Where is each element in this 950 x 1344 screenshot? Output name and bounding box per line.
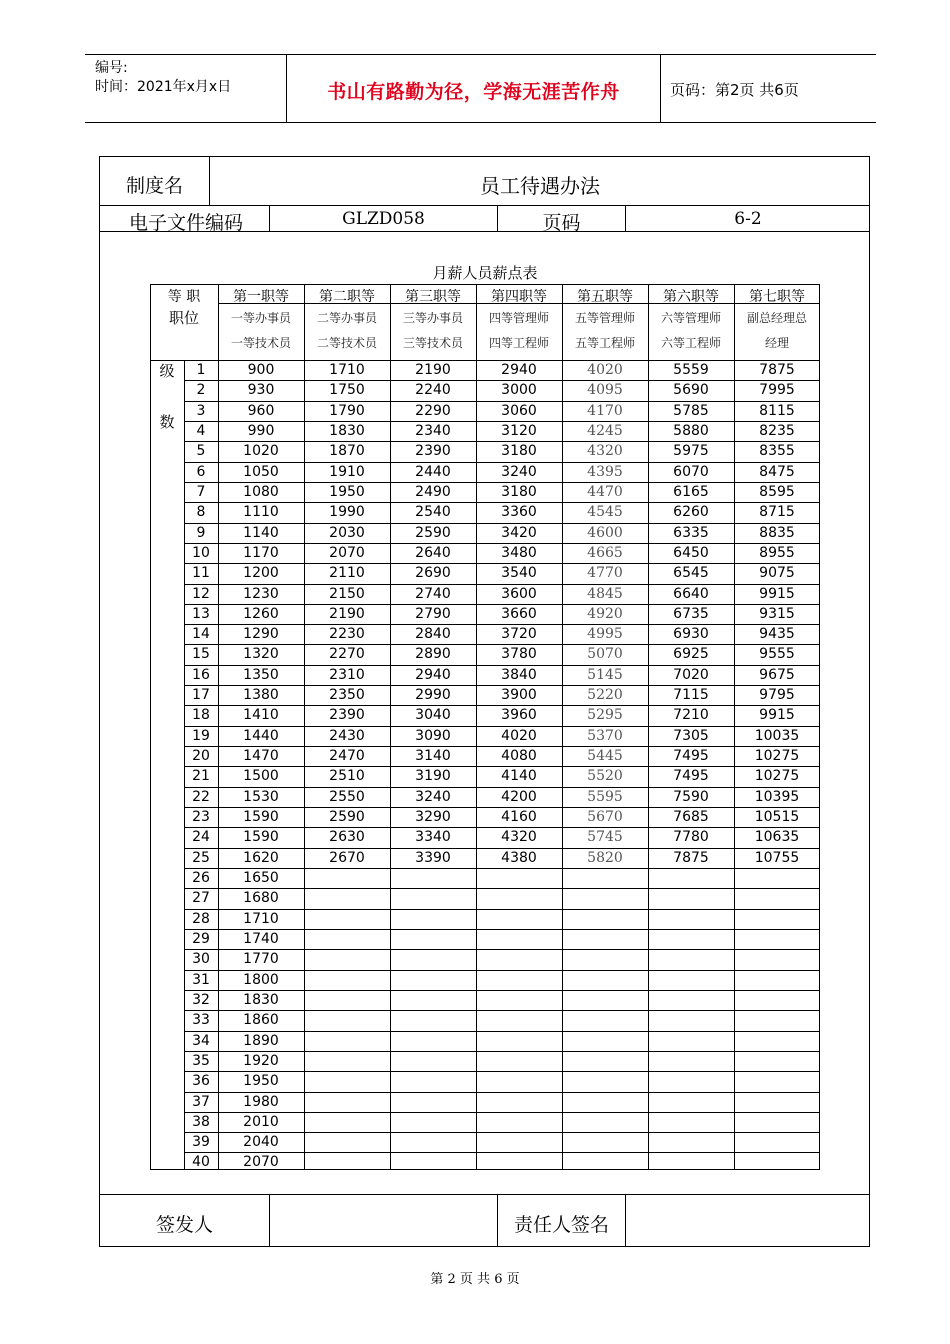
level-number: 8 bbox=[196, 504, 206, 521]
salary-cell: 9075 bbox=[759, 565, 795, 582]
position-title: 三等办事员 bbox=[402, 311, 463, 325]
salary-cell: 9555 bbox=[759, 646, 795, 663]
salary-cell: 6335 bbox=[673, 524, 709, 541]
salary-cell: 3390 bbox=[415, 849, 451, 866]
serial-label: 编号: bbox=[95, 60, 128, 76]
salary-cell: 5520 bbox=[587, 768, 623, 785]
salary-cell: 2340 bbox=[415, 422, 451, 439]
salary-cell: 3240 bbox=[501, 463, 537, 480]
salary-cell: 1590 bbox=[243, 809, 279, 826]
salary-cell: 4320 bbox=[501, 829, 537, 846]
salary-cell: 5220 bbox=[587, 687, 623, 704]
salary-cell: 8475 bbox=[759, 463, 795, 480]
level-number: 27 bbox=[192, 890, 210, 907]
salary-cell: 2190 bbox=[329, 605, 365, 622]
salary-cell: 9435 bbox=[759, 626, 795, 643]
position-title: 一等技术员 bbox=[230, 336, 291, 350]
salary-cell: 2670 bbox=[329, 849, 365, 866]
salary-cell: 1980 bbox=[243, 1093, 279, 1110]
position-title: 三等技术员 bbox=[402, 336, 463, 350]
level-number: 11 bbox=[192, 565, 210, 582]
salary-cell: 2740 bbox=[415, 585, 451, 602]
salary-cell: 4600 bbox=[587, 524, 623, 541]
salary-cell: 7210 bbox=[673, 707, 709, 724]
salary-cell: 5690 bbox=[673, 382, 709, 399]
salary-cell: 5670 bbox=[587, 809, 623, 826]
salary-cell: 3340 bbox=[415, 829, 451, 846]
level-number: 25 bbox=[192, 849, 210, 866]
salary-cell: 3840 bbox=[501, 666, 537, 683]
salary-cell: 5595 bbox=[587, 788, 623, 805]
salary-cell: 1920 bbox=[243, 1052, 279, 1069]
salary-cell: 2550 bbox=[329, 788, 365, 805]
salary-cell: 2240 bbox=[415, 382, 451, 399]
level-number: 36 bbox=[192, 1073, 210, 1090]
salary-cell: 1320 bbox=[243, 646, 279, 663]
salary-cell: 2150 bbox=[329, 585, 365, 602]
salary-cell: 8595 bbox=[759, 483, 795, 500]
level-number: 6 bbox=[196, 463, 206, 480]
salary-cell: 2190 bbox=[415, 362, 451, 378]
salary-cell: 1380 bbox=[243, 687, 279, 704]
salary-cell: 8235 bbox=[759, 422, 795, 439]
salary-cell: 6070 bbox=[673, 463, 709, 480]
salary-cell: 1440 bbox=[243, 727, 279, 744]
salary-cell: 990 bbox=[247, 422, 275, 439]
salary-cell: 2010 bbox=[243, 1113, 279, 1130]
salary-cell: 4245 bbox=[587, 422, 623, 439]
level-number: 1 bbox=[196, 362, 206, 378]
salary-cell: 2350 bbox=[329, 687, 365, 704]
salary-cell: 9795 bbox=[759, 687, 795, 704]
salary-cell: 8355 bbox=[759, 443, 795, 460]
position-title: 六等管理师 bbox=[660, 311, 721, 325]
level-number: 23 bbox=[192, 809, 210, 826]
salary-cell: 6640 bbox=[673, 585, 709, 602]
salary-cell: 5370 bbox=[587, 727, 623, 744]
position-title: 二等办事员 bbox=[316, 311, 377, 325]
salary-cell: 1080 bbox=[243, 483, 279, 500]
salary-cell: 6165 bbox=[673, 483, 709, 500]
salary-cell: 2640 bbox=[415, 544, 451, 561]
salary-cell: 2590 bbox=[415, 524, 451, 541]
grade-header: 第五职等 bbox=[577, 289, 633, 305]
salary-cell: 6545 bbox=[673, 565, 709, 582]
grade-header: 第二职等 bbox=[319, 289, 375, 305]
salary-cell: 1890 bbox=[243, 1032, 279, 1049]
header-meta bbox=[95, 59, 231, 97]
position-title: 经理 bbox=[764, 336, 789, 350]
salary-cell: 4845 bbox=[587, 585, 623, 602]
salary-cell: 2490 bbox=[415, 483, 451, 500]
position-title: 六等工程师 bbox=[660, 336, 721, 350]
salary-cell: 6450 bbox=[673, 544, 709, 561]
salary-cell: 4170 bbox=[587, 402, 623, 419]
salary-cell: 3180 bbox=[501, 443, 537, 460]
level-number: 19 bbox=[192, 727, 210, 744]
salary-cell: 3960 bbox=[501, 707, 537, 724]
divider bbox=[99, 1194, 870, 1195]
level-number: 3 bbox=[196, 402, 206, 419]
salary-cell: 1790 bbox=[329, 402, 365, 419]
salary-cell: 9675 bbox=[759, 666, 795, 683]
salary-cell: 4140 bbox=[501, 768, 537, 785]
salary-cell: 2070 bbox=[243, 1154, 279, 1171]
salary-cell: 3180 bbox=[501, 483, 537, 500]
position-title: 一等办事员 bbox=[230, 311, 291, 325]
salary-cell: 3090 bbox=[415, 727, 451, 744]
salary-cell: 10035 bbox=[754, 727, 800, 744]
header-motto: 书山有路勤为径，学海无涯苦作舟 bbox=[327, 81, 620, 103]
salary-cell: 2990 bbox=[415, 687, 451, 704]
salary-cell: 6260 bbox=[673, 504, 709, 521]
salary-cell: 1050 bbox=[243, 463, 279, 480]
salary-cell: 1910 bbox=[329, 463, 365, 480]
divider bbox=[625, 1194, 626, 1247]
salary-cell: 1140 bbox=[243, 524, 279, 541]
salary-cell: 7780 bbox=[673, 829, 709, 846]
salary-cell: 4380 bbox=[501, 849, 537, 866]
salary-cell: 9315 bbox=[759, 605, 795, 622]
salary-cell: 2940 bbox=[501, 362, 537, 378]
corner-header-top: 等 职 bbox=[167, 289, 201, 305]
salary-cell: 2890 bbox=[415, 646, 451, 663]
salary-cell: 7995 bbox=[759, 382, 795, 399]
salary-cell: 7875 bbox=[759, 362, 795, 378]
table-title: 月薪人员薪点表 bbox=[432, 264, 538, 282]
divider bbox=[269, 1194, 270, 1247]
salary-cell: 8955 bbox=[759, 544, 795, 561]
salary-cell: 7495 bbox=[673, 748, 709, 765]
salary-cell: 1590 bbox=[243, 829, 279, 846]
level-number: 4 bbox=[196, 422, 206, 439]
salary-cell: 10275 bbox=[754, 748, 800, 765]
salary-cell: 3780 bbox=[501, 646, 537, 663]
salary-cell: 1870 bbox=[329, 443, 365, 460]
salary-cell: 9915 bbox=[759, 707, 795, 724]
level-number: 7 bbox=[196, 483, 206, 500]
level-number: 9 bbox=[196, 524, 206, 541]
salary-cell: 4470 bbox=[587, 483, 623, 500]
salary-cell: 3040 bbox=[415, 707, 451, 724]
salary-cell: 5820 bbox=[587, 849, 623, 866]
salary-cell: 1620 bbox=[243, 849, 279, 866]
salary-cell: 2430 bbox=[329, 727, 365, 744]
level-number: 40 bbox=[192, 1154, 210, 1171]
salary-cell: 1830 bbox=[243, 991, 279, 1008]
salary-cell: 4095 bbox=[587, 382, 623, 399]
level-number: 14 bbox=[192, 626, 210, 643]
salary-cell: 3240 bbox=[415, 788, 451, 805]
salary-cell: 2230 bbox=[329, 626, 365, 643]
salary-cell: 9915 bbox=[759, 585, 795, 602]
salary-cell: 1020 bbox=[243, 443, 279, 460]
salary-cell: 3290 bbox=[415, 809, 451, 826]
salary-cell: 2940 bbox=[415, 666, 451, 683]
salary-cell: 5145 bbox=[587, 666, 623, 683]
salary-cell: 10515 bbox=[754, 809, 800, 826]
salary-cell: 4770 bbox=[587, 565, 623, 582]
salary-cell: 2110 bbox=[329, 565, 365, 582]
salary-cell: 3900 bbox=[501, 687, 537, 704]
salary-cell: 1110 bbox=[243, 504, 279, 521]
salary-cell: 930 bbox=[247, 382, 275, 399]
salary-cell: 2390 bbox=[329, 707, 365, 724]
salary-cell: 4200 bbox=[501, 788, 537, 805]
divider bbox=[99, 205, 870, 206]
level-number: 10 bbox=[192, 544, 210, 561]
salary-cell: 3060 bbox=[501, 402, 537, 419]
salary-cell: 1860 bbox=[243, 1012, 279, 1029]
salary-cell: 7495 bbox=[673, 768, 709, 785]
salary-cell: 5445 bbox=[587, 748, 623, 765]
salary-cell: 2690 bbox=[415, 565, 451, 582]
salary-cell: 960 bbox=[247, 402, 275, 419]
grade-header: 第四职等 bbox=[491, 289, 547, 305]
salary-cell: 4160 bbox=[501, 809, 537, 826]
level-number: 28 bbox=[192, 910, 210, 927]
salary-cell: 5745 bbox=[587, 829, 623, 846]
level-number: 22 bbox=[192, 788, 210, 805]
level-number: 24 bbox=[192, 829, 210, 846]
position-title: 副总经理总 bbox=[746, 311, 807, 325]
salary-cell: 5070 bbox=[587, 646, 623, 663]
salary-cell: 1950 bbox=[329, 483, 365, 500]
salary-cell: 2630 bbox=[329, 829, 365, 846]
salary-cell: 1410 bbox=[243, 707, 279, 724]
header-divider bbox=[660, 54, 661, 123]
page-footer: 第 2 页 共 6 页 bbox=[430, 1272, 520, 1287]
header-page-code: 页码：第2页 共6页 bbox=[670, 81, 799, 99]
salary-cell: 7875 bbox=[673, 849, 709, 866]
salary-cell: 1170 bbox=[243, 544, 279, 561]
level-number: 21 bbox=[192, 768, 210, 785]
position-title: 四等工程师 bbox=[488, 336, 549, 350]
salary-cell: 900 bbox=[247, 362, 275, 378]
salary-cell: 1650 bbox=[243, 870, 279, 886]
level-number: 35 bbox=[192, 1052, 210, 1069]
salary-cell: 2030 bbox=[329, 524, 365, 541]
salary-cell: 8115 bbox=[759, 402, 795, 419]
level-number: 5 bbox=[196, 443, 206, 460]
salary-cell: 2470 bbox=[329, 748, 365, 765]
side-label-count: 数 bbox=[159, 413, 175, 431]
position-title: 二等技术员 bbox=[316, 336, 377, 350]
position-title: 五等工程师 bbox=[574, 336, 635, 350]
salary-cell: 2270 bbox=[329, 646, 365, 663]
salary-cell: 1710 bbox=[329, 362, 365, 378]
grade-header: 第六职等 bbox=[663, 289, 719, 305]
salary-cell: 1990 bbox=[329, 504, 365, 521]
salary-cell: 10635 bbox=[754, 829, 800, 846]
salary-cell: 7305 bbox=[673, 727, 709, 744]
salary-cell: 1800 bbox=[243, 971, 279, 988]
salary-cell: 1530 bbox=[243, 788, 279, 805]
salary-cell: 7685 bbox=[673, 809, 709, 826]
salary-cell: 1950 bbox=[243, 1073, 279, 1090]
salary-cell: 3360 bbox=[501, 504, 537, 521]
salary-cell: 1710 bbox=[243, 910, 279, 927]
salary-cell: 5880 bbox=[673, 422, 709, 439]
level-number: 13 bbox=[192, 605, 210, 622]
policy-name-value: 员工待遇办法 bbox=[480, 174, 600, 198]
salary-cell: 1260 bbox=[243, 605, 279, 622]
page-value: 6-2 bbox=[734, 209, 762, 229]
salary-cell: 1740 bbox=[243, 930, 279, 947]
owner-signature-label: 责任人签名 bbox=[513, 1214, 609, 1236]
position-title: 四等管理师 bbox=[488, 311, 549, 325]
salary-cell: 4920 bbox=[587, 605, 623, 622]
salary-cell: 3600 bbox=[501, 585, 537, 602]
salary-cell: 1230 bbox=[243, 585, 279, 602]
salary-cell: 4995 bbox=[587, 626, 623, 643]
salary-cell: 2840 bbox=[415, 626, 451, 643]
level-number: 2 bbox=[196, 382, 206, 399]
level-number: 16 bbox=[192, 666, 210, 683]
salary-cell: 1500 bbox=[243, 768, 279, 785]
salary-cell: 3140 bbox=[415, 748, 451, 765]
salary-cell: 2290 bbox=[415, 402, 451, 419]
salary-cell: 4545 bbox=[587, 504, 623, 521]
salary-cell: 7020 bbox=[673, 666, 709, 683]
issuer-label: 签发人 bbox=[155, 1214, 213, 1236]
salary-cell: 3190 bbox=[415, 768, 451, 785]
salary-cell: 1750 bbox=[329, 382, 365, 399]
level-number: 39 bbox=[192, 1134, 210, 1151]
level-number: 12 bbox=[192, 585, 210, 602]
corner-header-bottom: 职位 bbox=[168, 309, 199, 327]
level-number: 18 bbox=[192, 707, 210, 724]
salary-cell: 10395 bbox=[754, 788, 800, 805]
level-number: 26 bbox=[192, 870, 210, 886]
level-number: 30 bbox=[192, 951, 210, 968]
level-number: 33 bbox=[192, 1012, 210, 1029]
level-number: 37 bbox=[192, 1093, 210, 1110]
salary-cell: 2590 bbox=[329, 809, 365, 826]
salary-cell: 3660 bbox=[501, 605, 537, 622]
level-number: 20 bbox=[192, 748, 210, 765]
file-code-label: 电子文件编码 bbox=[129, 212, 244, 234]
salary-cell: 1200 bbox=[243, 565, 279, 582]
salary-cell: 10275 bbox=[754, 768, 800, 785]
position-title: 五等管理师 bbox=[574, 311, 635, 325]
salary-cell: 2310 bbox=[329, 666, 365, 683]
salary-cell: 2440 bbox=[415, 463, 451, 480]
salary-cell: 8715 bbox=[759, 504, 795, 521]
level-number: 32 bbox=[192, 991, 210, 1008]
salary-cell: 6930 bbox=[673, 626, 709, 643]
salary-cell: 7590 bbox=[673, 788, 709, 805]
salary-cell: 8835 bbox=[759, 524, 795, 541]
salary-cell: 3120 bbox=[501, 422, 537, 439]
salary-cell: 6925 bbox=[673, 646, 709, 663]
level-number: 31 bbox=[192, 971, 210, 988]
salary-cell: 5785 bbox=[673, 402, 709, 419]
salary-cell: 1350 bbox=[243, 666, 279, 683]
salary-cell: 2390 bbox=[415, 443, 451, 460]
salary-cell: 2510 bbox=[329, 768, 365, 785]
salary-cell: 4395 bbox=[587, 463, 623, 480]
salary-cell: 4320 bbox=[587, 443, 623, 460]
grade-header: 第七职等 bbox=[749, 289, 805, 305]
salary-cell: 2040 bbox=[243, 1134, 279, 1151]
salary-cell: 3540 bbox=[501, 565, 537, 582]
salary-cell: 7115 bbox=[673, 687, 709, 704]
salary-cell: 2070 bbox=[329, 544, 365, 561]
salary-cell: 1470 bbox=[243, 748, 279, 765]
salary-cell: 5975 bbox=[673, 443, 709, 460]
salary-cell: 3420 bbox=[501, 524, 537, 541]
salary-cell: 1770 bbox=[243, 951, 279, 968]
salary-cell: 5559 bbox=[673, 362, 709, 378]
salary-cell: 4080 bbox=[501, 748, 537, 765]
level-number: 17 bbox=[192, 687, 210, 704]
salary-cell: 1830 bbox=[329, 422, 365, 439]
salary-cell: 2790 bbox=[415, 605, 451, 622]
grade-header: 第一职等 bbox=[233, 289, 289, 305]
level-number: 29 bbox=[192, 930, 210, 947]
level-number: 15 bbox=[192, 646, 210, 663]
salary-cell: 3720 bbox=[501, 626, 537, 643]
salary-cell: 6735 bbox=[673, 605, 709, 622]
side-label-grade: 级 bbox=[159, 362, 175, 380]
salary-cell: 10755 bbox=[754, 849, 800, 866]
page-label: 页码 bbox=[542, 212, 581, 234]
grade-header: 第三职等 bbox=[405, 289, 461, 305]
policy-name-label: 制度名 bbox=[126, 175, 184, 197]
file-code-value: GLZD058 bbox=[342, 209, 425, 229]
salary-cell: 4020 bbox=[501, 727, 537, 744]
salary-cell: 3000 bbox=[501, 382, 537, 399]
salary-cell: 2540 bbox=[415, 504, 451, 521]
salary-cell: 3480 bbox=[501, 544, 537, 561]
time-label: 时间：2021年x月x日 bbox=[95, 79, 232, 95]
level-number: 38 bbox=[192, 1113, 210, 1130]
level-number: 34 bbox=[192, 1032, 210, 1049]
salary-cell: 1680 bbox=[243, 890, 279, 907]
salary-cell: 5295 bbox=[587, 707, 623, 724]
salary-cell: 4020 bbox=[587, 362, 623, 378]
salary-cell: 1290 bbox=[243, 626, 279, 643]
salary-cell: 4665 bbox=[587, 544, 623, 561]
